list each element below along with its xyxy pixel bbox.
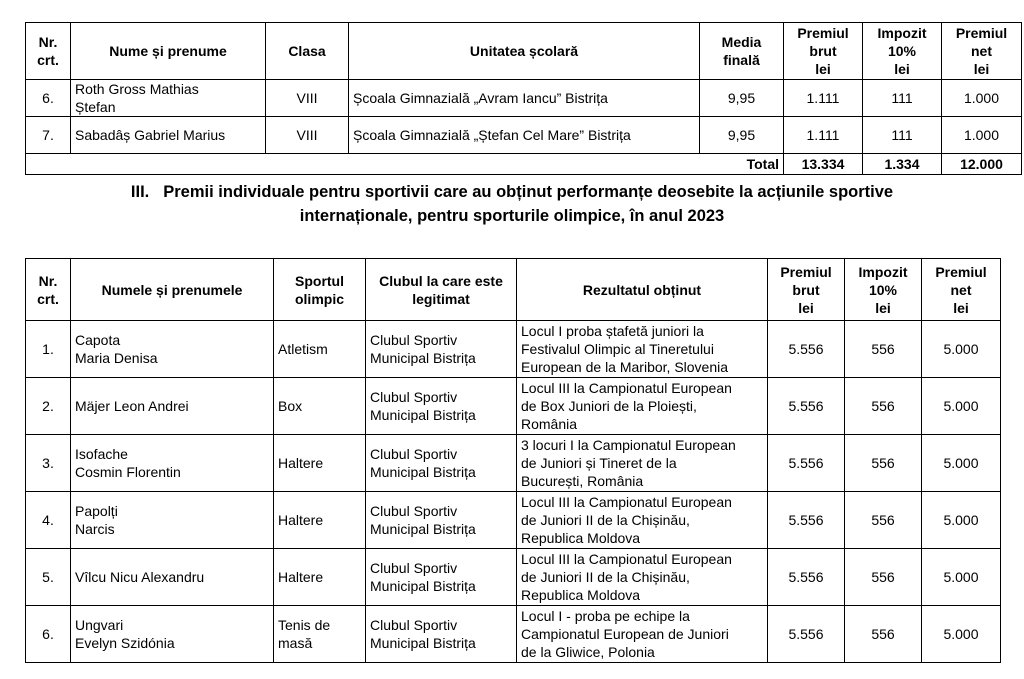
col-header-impozit: Impozit 10% lei <box>863 23 942 80</box>
col-header-name: Numele și prenumele <box>71 259 274 321</box>
cell-name: Capota Maria Denisa <box>71 321 274 378</box>
cell-sport: Haltere <box>274 549 366 606</box>
cell-brut: 5.556 <box>768 606 845 663</box>
col-header-club: Clubul la care este legitimat <box>366 259 517 321</box>
cell-nr: 6. <box>26 606 71 663</box>
col-header-net: Premiul net lei <box>922 259 1001 321</box>
total-label: Total <box>26 154 784 175</box>
cell-result: 3 locuri I la Campionatul European de Juniori și Tineret de la București, România <box>517 435 768 492</box>
cell-net: 5.000 <box>922 492 1001 549</box>
col-header-clasa: Clasa <box>266 23 349 80</box>
cell-impozit: 556 <box>845 435 922 492</box>
table-header-row <box>26 23 1022 80</box>
cell-club: Clubul Sportiv Municipal Bistrița <box>366 321 517 378</box>
cell-club: Clubul Sportiv Municipal Bistrița <box>366 606 517 663</box>
cell-net: 1.000 <box>942 80 1022 117</box>
cell-name: Ungvari Evelyn Szidónia <box>71 606 274 663</box>
table-row <box>26 321 1001 378</box>
col-header-nr: Nr. crt. <box>26 23 71 80</box>
cell-club: Clubul Sportiv Municipal Bistrița <box>366 549 517 606</box>
table-header-row <box>26 259 1001 321</box>
cell-brut: 1.111 <box>784 80 863 117</box>
col-header-sport: Sportul olimpic <box>274 259 366 321</box>
col-header-brut: Premiul brut lei <box>768 259 845 321</box>
cell-impozit: 111 <box>863 80 942 117</box>
cell-sport: Haltere <box>274 492 366 549</box>
cell-nr: 3. <box>26 435 71 492</box>
cell-media: 9,95 <box>700 80 784 117</box>
cell-impozit: 556 <box>845 549 922 606</box>
col-header-school: Unitatea școlară <box>349 23 700 80</box>
col-header-result: Rezultatul obținut <box>517 259 768 321</box>
section-heading <box>0 180 1024 228</box>
cell-school: Școala Gimnazială „Avram Iancu” Bistrița <box>349 80 700 117</box>
cell-sport: Box <box>274 378 366 435</box>
cell-impozit: 556 <box>845 492 922 549</box>
cell-result: Locul III la Campionatul European de Box Juniori de la Ploiești, România <box>517 378 768 435</box>
cell-sport: Haltere <box>274 435 366 492</box>
awards-table-students <box>25 22 1022 175</box>
cell-sport: Atletism <box>274 321 366 378</box>
cell-net: 5.000 <box>922 378 1001 435</box>
cell-result: Locul III la Campionatul European de Juniori II de la Chișinău, Republica Moldova <box>517 492 768 549</box>
cell-brut: 5.556 <box>768 321 845 378</box>
cell-nr: 4. <box>26 492 71 549</box>
cell-net: 5.000 <box>922 435 1001 492</box>
cell-nr: 6. <box>26 80 71 117</box>
cell-net: 5.000 <box>922 321 1001 378</box>
cell-school: Școala Gimnazială „Ștefan Cel Mare” Bistrița <box>349 117 700 154</box>
cell-name: Papolți Narcis <box>71 492 274 549</box>
table-row <box>26 549 1001 606</box>
cell-impozit: 556 <box>845 606 922 663</box>
total-row <box>26 154 1022 175</box>
cell-result: Locul III la Campionatul European de Juniori II de la Chișinău, Republica Moldova <box>517 549 768 606</box>
cell-name: Roth Gross Mathias Ștefan <box>71 80 266 117</box>
cell-brut: 5.556 <box>768 378 845 435</box>
table-row <box>26 492 1001 549</box>
cell-name: Vîlcu Nicu Alexandru <box>71 549 274 606</box>
cell-result: Locul I proba ștafetă juniori la Festivalul Olimpic al Tineretului European de la Maribor, Slovenia <box>517 321 768 378</box>
cell-club: Clubul Sportiv Municipal Bistrița <box>366 378 517 435</box>
col-header-nr: Nr. crt. <box>26 259 71 321</box>
col-header-brut: Premiul brut lei <box>784 23 863 80</box>
cell-impozit: 556 <box>845 321 922 378</box>
total-brut: 13.334 <box>784 154 863 175</box>
awards-table-athletes <box>25 258 1001 663</box>
table-row <box>26 80 1022 117</box>
table-row <box>26 117 1022 154</box>
cell-nr: 5. <box>26 549 71 606</box>
section-title-line2: internaționale, pentru sporturile olimpice, în anul 2023 <box>299 207 725 225</box>
section-title-line1: Premii individuale pentru sportivii care au obținut performanțe deosebite la acțiunile sportive <box>163 183 894 201</box>
cell-brut: 5.556 <box>768 549 845 606</box>
cell-media: 9,95 <box>700 117 784 154</box>
section-heading-line1 <box>0 180 1024 204</box>
cell-net: 5.000 <box>922 606 1001 663</box>
cell-clasa: VIII <box>266 80 349 117</box>
cell-brut: 1.111 <box>784 117 863 154</box>
col-header-name: Nume și prenume <box>71 23 266 80</box>
cell-clasa: VIII <box>266 117 349 154</box>
cell-name: Mäjer Leon Andrei <box>71 378 274 435</box>
table-row <box>26 378 1001 435</box>
cell-nr: 7. <box>26 117 71 154</box>
col-header-impozit: Impozit 10% lei <box>845 259 922 321</box>
cell-impozit: 111 <box>863 117 942 154</box>
cell-club: Clubul Sportiv Municipal Bistrița <box>366 435 517 492</box>
cell-brut: 5.556 <box>768 492 845 549</box>
cell-name: Isofache Cosmin Florentin <box>71 435 274 492</box>
table-row <box>26 606 1001 663</box>
total-net: 12.000 <box>942 154 1022 175</box>
cell-sport: Tenis de masă <box>274 606 366 663</box>
section-number: III. <box>130 183 150 201</box>
cell-impozit: 556 <box>845 378 922 435</box>
col-header-media: Media finală <box>700 23 784 80</box>
cell-club: Clubul Sportiv Municipal Bistrița <box>366 492 517 549</box>
table-row <box>26 435 1001 492</box>
cell-brut: 5.556 <box>768 435 845 492</box>
col-header-net: Premiul net lei <box>942 23 1022 80</box>
cell-name: Sabadâș Gabriel Marius <box>71 117 266 154</box>
cell-net: 1.000 <box>942 117 1022 154</box>
cell-result: Locul I - proba pe echipe la Campionatul European de Juniori de la Gliwice, Polonia <box>517 606 768 663</box>
cell-nr: 1. <box>26 321 71 378</box>
cell-nr: 2. <box>26 378 71 435</box>
total-impozit: 1.334 <box>863 154 942 175</box>
cell-net: 5.000 <box>922 549 1001 606</box>
